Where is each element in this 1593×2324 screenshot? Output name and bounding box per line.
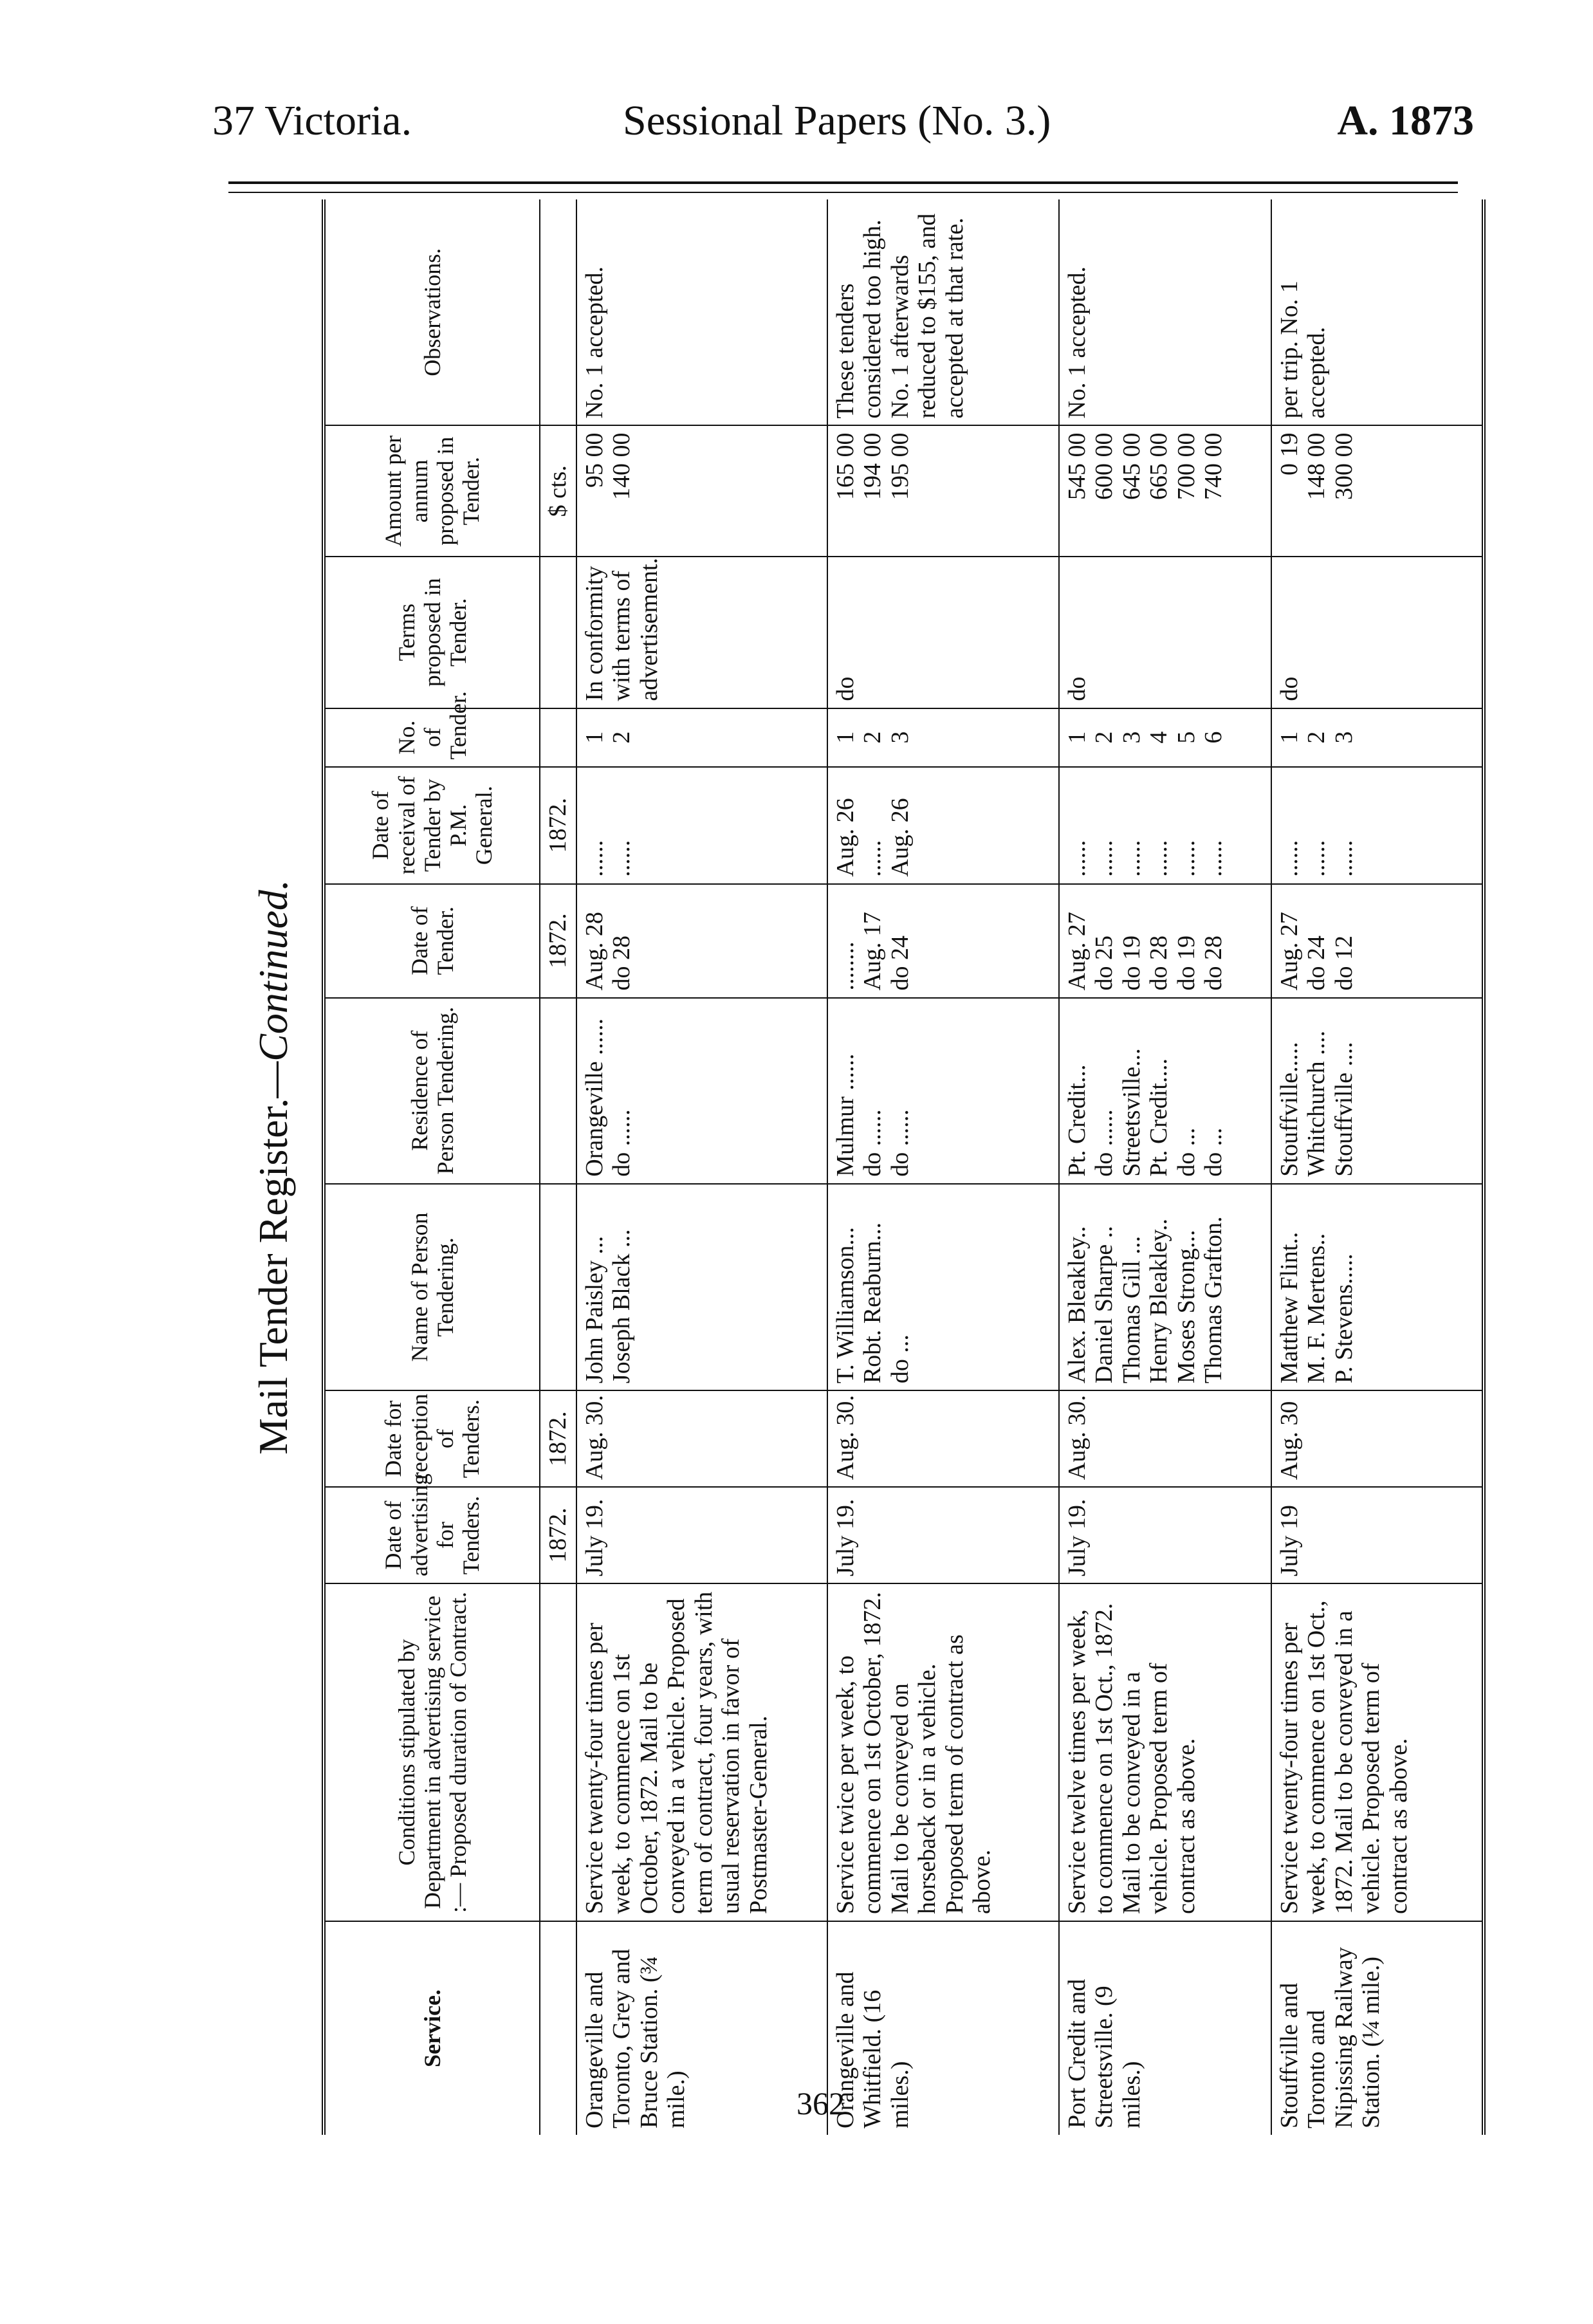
date-tender-cell-line: do 28 (1200, 936, 1228, 991)
date-tender-cell-line: do 19 (1172, 936, 1200, 991)
date-received-cell-line: ...... (1275, 840, 1303, 877)
residence-cell-line: do ...... (859, 1109, 887, 1177)
table-title-suffix: —Continued. (250, 880, 296, 1098)
table-row (576, 199, 827, 2135)
amount-cell (827, 425, 1059, 557)
date-reception-cell: Aug. 30. (827, 1390, 1059, 1487)
tender-no-cell (1059, 708, 1271, 767)
date-received-cell (1059, 767, 1271, 884)
date-reception-cell: Aug. 30. (576, 1390, 827, 1487)
residence-cell (827, 998, 1059, 1184)
residence-cell-line: Stouffville..... (1275, 1042, 1303, 1177)
residence-cell-line: do ...... (608, 1109, 636, 1177)
col-date-advertising: Date of advertising for Tenders. (324, 1487, 540, 1583)
tender-no-cell-line: 5 (1172, 731, 1200, 744)
amount-cell-line: 165 00 (831, 432, 859, 500)
date-received-cell-line: ...... (1172, 840, 1200, 877)
observations-cell: per trip. No. 1 accepted. (1271, 199, 1484, 425)
date-received-cell-line: ...... (1200, 840, 1228, 877)
header-left: 37 Victoria. (212, 97, 412, 144)
terms-cell: do (1059, 557, 1271, 708)
date-tender-cell (1271, 884, 1484, 998)
date-received-cell-line: ...... (1330, 840, 1358, 877)
amount-cell-line: 148 00 (1303, 432, 1331, 500)
residence-cell-line: Pt. Credit.... (1145, 1058, 1173, 1177)
amount-cell (1059, 425, 1271, 557)
amount-cell-line: 545 00 (1063, 432, 1091, 500)
col-date-tender: Date of Tender. (324, 884, 540, 998)
tender-no-cell (827, 708, 1059, 767)
residence-cell-line: Orangeville ...... (580, 1018, 608, 1177)
name-cell (1059, 1184, 1271, 1390)
col-amount: Amount per annum proposed in Tender. (324, 425, 540, 557)
service-cell: Orangeville and Whitfield. (16 miles.) (827, 1921, 1059, 2135)
date-received-cell (1271, 767, 1484, 884)
table-row (1059, 199, 1271, 2135)
amount-cell-line: 195 00 (886, 432, 914, 500)
tender-no-cell (1271, 708, 1484, 767)
date-tender-cell-line: do 12 (1330, 936, 1358, 991)
date-tender-cell-line: Aug. 17 (859, 912, 887, 991)
date-advertising-cell: July 19. (1059, 1487, 1271, 1583)
tender-no-cell-line: 1 (831, 731, 859, 744)
name-cell (827, 1184, 1059, 1390)
terms-cell: do (827, 557, 1059, 708)
date-reception-cell: Aug. 30. (1059, 1390, 1271, 1487)
amount-cell-line: 300 00 (1330, 432, 1358, 500)
date-received-cell-line: ...... (1118, 840, 1145, 877)
header-right: A. 1873 (1337, 97, 1474, 144)
unit-year: 1872. (540, 767, 576, 884)
amount-cell (576, 425, 827, 557)
tender-no-cell-line: 2 (608, 731, 636, 744)
amount-cell-line: 140 00 (608, 432, 636, 500)
residence-cell (1271, 998, 1484, 1184)
residence-cell-line: do ... (1200, 1127, 1228, 1177)
name-cell-line: Joseph Black ... (608, 1229, 636, 1384)
date-received-cell-line: ...... (608, 840, 636, 877)
table-row (1271, 199, 1484, 2135)
mail-tender-table (322, 199, 1486, 2135)
name-cell-line: Thomas Gill ... (1118, 1236, 1145, 1384)
residence-cell-line: do ...... (886, 1109, 914, 1177)
tender-no-cell-line: 1 (1275, 731, 1303, 744)
amount-cell-line: 194 00 (859, 432, 887, 500)
date-advertising-cell: July 19 (1271, 1487, 1484, 1583)
terms-cell: do (1271, 557, 1484, 708)
date-received-cell-line: Aug. 26 (831, 798, 859, 877)
name-cell-line: P. Stevens..... (1330, 1253, 1358, 1384)
service-cell: Orangeville and Toronto, Grey and Bruce Station. (¾ mile.) (576, 1921, 827, 2135)
date-tender-cell (576, 884, 827, 998)
col-service: Service. (324, 1921, 540, 2135)
date-received-cell-line: ...... (1303, 840, 1331, 877)
col-date-received: Date of receival of Tender by P.M. General. (324, 767, 540, 884)
date-tender-cell-line: do 24 (1303, 936, 1331, 991)
residence-cell-line: Stouffville .... (1330, 1042, 1358, 1177)
header-rule (228, 181, 1458, 184)
header-center: Sessional Papers (No. 3.) (623, 97, 1051, 144)
date-tender-cell-line: do 25 (1091, 936, 1118, 991)
residence-cell-line: Pt. Credit... (1063, 1064, 1091, 1177)
tender-no-cell-line: 2 (859, 731, 887, 744)
name-cell-line: Thomas Grafton. (1200, 1216, 1228, 1384)
tender-no-cell-line: 1 (1063, 731, 1091, 744)
name-cell-line: M. F. Mertens.. (1303, 1233, 1331, 1384)
conditions-cell: Service twelve times per week, to commence on 1st Oct., 1872. Mail to be conveyed in a vehicle. Proposed term of contract as above. (1059, 1583, 1271, 1921)
conditions-cell: Service twenty-four times per week, to commence on 1st Oct., 1872. Mail to be conveyed in a vehicle. Proposed term of contract as above. (1271, 1583, 1484, 1921)
residence-cell-line: do ...... (1091, 1109, 1118, 1177)
tender-no-cell-line: 4 (1145, 731, 1173, 744)
service-cell: Port Credit and Streetsville. (9 miles.) (1059, 1921, 1271, 2135)
date-tender-cell-line: do 28 (608, 936, 636, 991)
residence-cell-line: Mulmur ...... (831, 1053, 859, 1177)
name-cell (1271, 1184, 1484, 1390)
observations-cell: No. 1 accepted. (1059, 199, 1271, 425)
tender-no-cell-line: 3 (1118, 731, 1145, 744)
observations-cell: These tenders considered too high. No. 1 afterwards reduced to $155, and accepted at that rate. (827, 199, 1059, 425)
col-observations: Observations. (324, 199, 540, 425)
tender-no-cell-line: 3 (1330, 731, 1358, 744)
amount-cell (1271, 425, 1484, 557)
name-cell-line: Alex. Bleakley.. (1063, 1226, 1091, 1384)
amount-cell-line: 645 00 (1118, 432, 1145, 500)
date-reception-cell: Aug. 30 (1271, 1390, 1484, 1487)
date-tender-cell-line: ........ (831, 941, 859, 991)
name-cell-line: Robt. Reaburn... (859, 1222, 887, 1384)
table-body (576, 199, 1484, 2135)
residence-cell-line: do ... (1172, 1127, 1200, 1177)
date-tender-cell-line: Aug. 27 (1063, 912, 1091, 991)
name-cell (576, 1184, 827, 1390)
date-received-cell-line: ...... (1063, 840, 1091, 877)
date-tender-cell-line: do 28 (1145, 936, 1173, 991)
name-cell-line: Henry Bleakley.. (1145, 1219, 1173, 1384)
name-cell-line: John Paisley ... (580, 1236, 608, 1384)
amount-cell-line: 600 00 (1091, 432, 1118, 500)
date-received-cell (576, 767, 827, 884)
residence-cell-line: Streetsville... (1118, 1048, 1145, 1177)
tender-no-cell (576, 708, 827, 767)
table-title-main: Mail Tender Register. (250, 1098, 296, 1455)
header-rule-thin (228, 192, 1458, 193)
col-conditions: Conditions stipulated by Department in advertising service :— Proposed duration of Contract. (324, 1583, 540, 1921)
conditions-cell: Service twenty-four times per week, to commence on 1st October, 1872. Mail to be conveyed in a vehicle. Proposed term of contract, four years, with usual reservation in favor of Postmaster-General. (576, 1583, 827, 1921)
date-advertising-cell: July 19. (827, 1487, 1059, 1583)
residence-cell (576, 998, 827, 1184)
units-row (540, 199, 576, 2135)
name-cell-line: Matthew Flint.. (1275, 1231, 1303, 1384)
date-received-cell-line: ...... (580, 840, 608, 877)
observations-cell: No. 1 accepted. (576, 199, 827, 425)
date-received-cell-line: ...... (1145, 840, 1173, 877)
unit-year: 1872. (540, 1390, 576, 1487)
tender-no-cell-line: 6 (1200, 731, 1228, 744)
table-title (225, 199, 322, 2135)
name-cell-line: Moses Strong... (1172, 1230, 1200, 1384)
col-residence: Residence of Person Tendering. (324, 998, 540, 1184)
tender-no-cell-line: 2 (1091, 731, 1118, 744)
terms-cell: In conformity with terms of advertisement. (576, 557, 827, 708)
col-date-reception: Date for reception of Tenders. (324, 1390, 540, 1487)
date-tender-cell-line: Aug. 28 (580, 912, 608, 991)
header-row (324, 199, 540, 2135)
date-tender-cell-line: Aug. 27 (1275, 912, 1303, 991)
tender-no-cell-line: 3 (886, 731, 914, 744)
date-received-cell (827, 767, 1059, 884)
rotated-table-block (225, 199, 1467, 2135)
table-row (827, 199, 1059, 2135)
unit-year: 1872. (540, 884, 576, 998)
date-received-cell-line: ...... (1091, 840, 1118, 877)
date-tender-cell (1059, 884, 1271, 998)
date-tender-cell-line: do 19 (1118, 936, 1145, 991)
residence-cell (1059, 998, 1271, 1184)
unit-dollar: $ cts. (540, 425, 576, 557)
date-advertising-cell: July 19. (576, 1487, 827, 1583)
tender-no-cell-line: 1 (580, 731, 608, 744)
page-number: 362 (796, 2085, 845, 2121)
col-tender-no: No. of Tender. (324, 708, 540, 767)
amount-cell-line: 740 00 (1200, 432, 1228, 500)
col-name: Name of Person Tendering. (324, 1184, 540, 1390)
name-cell-line: Daniel Sharpe .. (1091, 1226, 1118, 1384)
conditions-cell: Service twice per week, to commence on 1st October, 1872. Mail to be conveyed on horseback or in a vehicle. Proposed term of contract as above. (827, 1583, 1059, 1921)
tender-no-cell-line: 2 (1303, 731, 1331, 744)
amount-cell-line: 0 19 (1275, 432, 1303, 475)
name-cell-line: T. Williamson... (831, 1227, 859, 1384)
date-received-cell-line: Aug. 26 (886, 798, 914, 877)
service-cell: Stouffville and Toronto and Nipissing Railway Station. (¼ mile.) (1271, 1921, 1484, 2135)
date-tender-cell-line: do 24 (886, 936, 914, 991)
amount-cell-line: 95 00 (580, 432, 608, 488)
residence-cell-line: Whitchurch .... (1303, 1030, 1331, 1177)
col-terms: Terms proposed in Tender. (324, 557, 540, 708)
name-cell-line: do ... (886, 1334, 914, 1384)
unit-year: 1872. (540, 1487, 576, 1583)
date-tender-cell (827, 884, 1059, 998)
date-received-cell-line: ...... (859, 840, 887, 877)
amount-cell-line: 665 00 (1145, 432, 1173, 500)
amount-cell-line: 700 00 (1172, 432, 1200, 500)
